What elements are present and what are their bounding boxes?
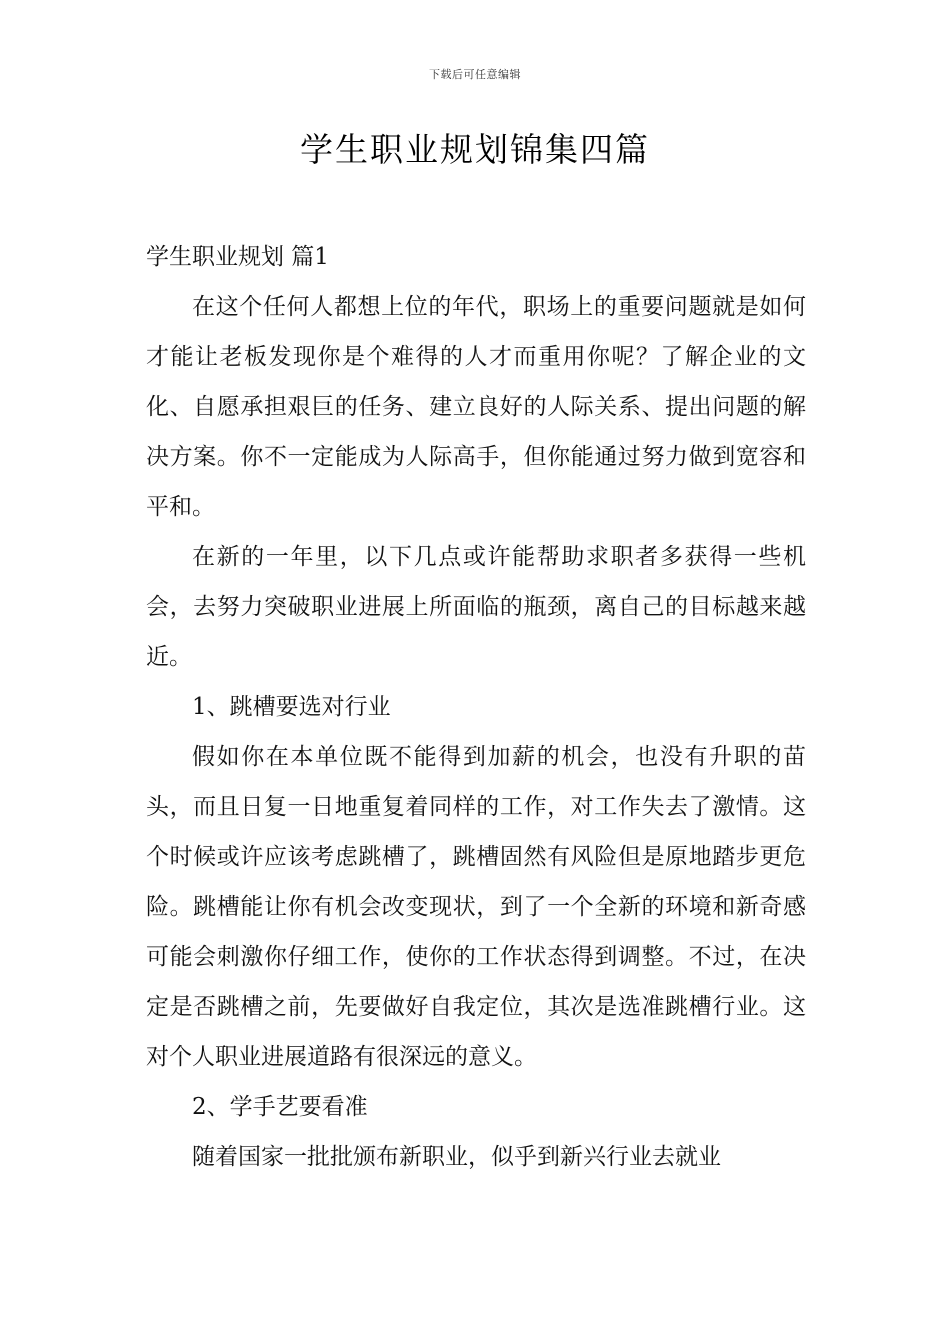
paragraph: 假如你在本单位既不能得到加薪的机会，也没有升职的苗头，而且日复一日地重复着同样的工作，对工作失去了激情。这个时候或许应该考虑跳槽了，跳槽固然有风险但是原地踏步更危险。跳槽能让你有机会改变现状，到了一个全新的环境和新奇感可能会刺激你仔细工作，使你的工作状态得到调整。不过，在决定是否跳槽之前，先要做好自我定位，其次是选准跳槽行业。这对个人职业进展道路有很深远的意义。 — [146, 744, 806, 1070]
paragraph: 在新的一年里，以下几点或许能帮助求职者多获得一些机会，去努力突破职业进展上所面临的瓶颈，离自己的目标越来越近。 — [146, 544, 806, 670]
document-body — [146, 232, 806, 1182]
header-note: 下载后可任意编辑 — [429, 68, 521, 81]
section-heading: 学生职业规划 篇1 — [146, 244, 329, 270]
paragraph: 在这个任何人都想上位的年代，职场上的重要问题就是如何才能让老板发现你是个难得的人才而重用你呢？了解企业的文化、自愿承担艰巨的任务、建立良好的人际关系、提出问题的解决方案。你不一定能成为人际高手，但你能通过努力做到宽容和平和。 — [146, 294, 806, 520]
document-title: 学生职业规划锦集四篇 — [300, 130, 650, 169]
list-item-heading: 2、学手艺要看准 — [192, 1094, 368, 1120]
paragraph: 随着国家一批批颁布新职业，似乎到新兴行业去就业 — [192, 1144, 721, 1170]
list-item-heading: 1、跳槽要选对行业 — [192, 694, 391, 720]
